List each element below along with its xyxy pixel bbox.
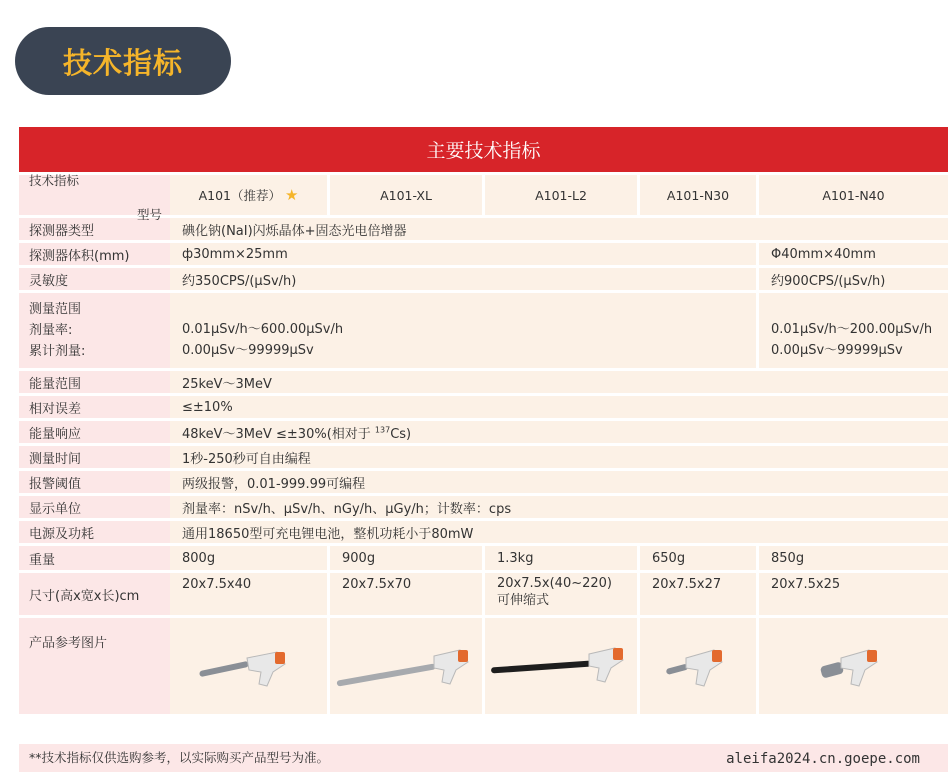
row-label: 产品参考图片 — [19, 618, 170, 714]
model-header-a101-xl: A101-XL — [327, 175, 482, 215]
table-row — [19, 471, 948, 493]
detector-compact-icon — [658, 634, 738, 694]
spec-table — [19, 127, 948, 717]
weight-a101-xl: 900g — [327, 546, 482, 570]
row-label: 报警阈值 — [19, 471, 170, 493]
corner-model-label: 型号 — [136, 207, 162, 222]
table-row — [19, 618, 948, 714]
row-label: 能量范围 — [19, 371, 170, 393]
row-label: 探测器类型 — [19, 218, 170, 240]
row-label: 相对误差 — [19, 396, 170, 418]
model-header-a101-n40: A101-N40 — [756, 175, 948, 215]
size-a101-n40: 20x7.5x25 — [756, 573, 948, 615]
header-row — [19, 175, 948, 215]
product-image-a101-n30 — [637, 618, 756, 714]
row-value: ≤±10% — [170, 396, 948, 418]
size-a101-n30: 20x7.5x27 — [637, 573, 756, 615]
table-title: 主要技术指标 — [19, 127, 948, 172]
weight-a101: 800g — [170, 546, 327, 570]
table-row — [19, 293, 948, 368]
table-row — [19, 521, 948, 543]
row-label: 显示单位 — [19, 496, 170, 518]
row-value: 25keV～3MeV — [170, 371, 948, 393]
watermark: aleifa2024.cn.goepe.com — [726, 751, 920, 767]
row-value: 约350CPS/(μSv/h) — [170, 268, 756, 290]
row-value: 48keV～3MeV ≤±30%(相对于 $^{137}$Cs) — [170, 421, 948, 443]
row-value-n40: Φ40mm×40mm — [756, 243, 948, 265]
detector-short-icon — [189, 634, 309, 694]
size-a101: 20x7.5x40 — [170, 573, 327, 615]
row-value: 剂量率：nSv/h、μSv/h、nGy/h、μGy/h；计数率：cps — [170, 496, 948, 518]
table-row — [19, 268, 948, 290]
table-row — [19, 573, 948, 615]
size-a101-xl: 20x7.5x70 — [327, 573, 482, 615]
weight-a101-n30: 650g — [637, 546, 756, 570]
table-row — [19, 243, 948, 265]
row-label: 尺寸(高x宽x长)cm — [19, 573, 170, 615]
row-value: 1秒-250秒可自由编程 — [170, 446, 948, 468]
detector-telescopic-icon — [491, 634, 631, 694]
model-header-a101-n30: A101-N30 — [637, 175, 756, 215]
row-value-n40: 约900CPS/(μSv/h) — [756, 268, 948, 290]
table-row — [19, 421, 948, 443]
table-row — [19, 371, 948, 393]
size-a101-l2: 20x7.5x(40~220) 可伸缩式 — [482, 573, 637, 615]
row-value: 碘化钠(NaI)闪烁晶体+固态光电倍增器 — [170, 218, 948, 240]
weight-a101-n40: 850g — [756, 546, 948, 570]
row-value: 两级报警，0.01-999.99可编程 — [170, 471, 948, 493]
row-label: 重量 — [19, 546, 170, 570]
product-image-a101-xl — [327, 618, 482, 714]
row-label: 测量时间 — [19, 446, 170, 468]
row-value: 0.01μSv/h～600.00μSv/h 0.00μSv～99999μSv — [170, 293, 756, 368]
table-row — [19, 446, 948, 468]
row-label: 灵敏度 — [19, 268, 170, 290]
section-title: 技术指标 — [62, 45, 183, 80]
table-row — [19, 496, 948, 518]
product-image-a101 — [170, 618, 327, 714]
row-label: 测量范围 剂量率: 累计剂量: — [19, 293, 170, 368]
row-value-n40: 0.01μSv/h～200.00μSv/h 0.00μSv～99999μSv — [756, 293, 948, 368]
row-label: 能量响应 — [19, 421, 170, 443]
corner-spec-label: 技术指标 — [29, 173, 80, 188]
product-image-a101-l2 — [482, 618, 637, 714]
detector-long-icon — [336, 634, 476, 694]
row-value: 通用18650型可充电锂电池，整机功耗小于80mW — [170, 521, 948, 543]
row-label: 探测器体积(mm) — [19, 243, 170, 265]
weight-a101-l2: 1.3kg — [482, 546, 637, 570]
corner-cell — [19, 173, 170, 222]
product-image-a101-n40 — [756, 618, 948, 714]
model-header-a101: A101（推荐） ★ — [170, 175, 327, 215]
table-row — [19, 546, 948, 570]
row-label: 电源及功耗 — [19, 521, 170, 543]
star-icon: ★ — [284, 186, 299, 204]
model-header-a101-l2: A101-L2 — [482, 175, 637, 215]
section-badge — [15, 27, 231, 95]
detector-wide-icon — [809, 634, 899, 694]
row-value: ф30mm×25mm — [170, 243, 756, 265]
footer-note: **技术指标仅供选购参考，以实际购买产品型号为准。 — [19, 744, 948, 772]
table-row — [19, 396, 948, 418]
